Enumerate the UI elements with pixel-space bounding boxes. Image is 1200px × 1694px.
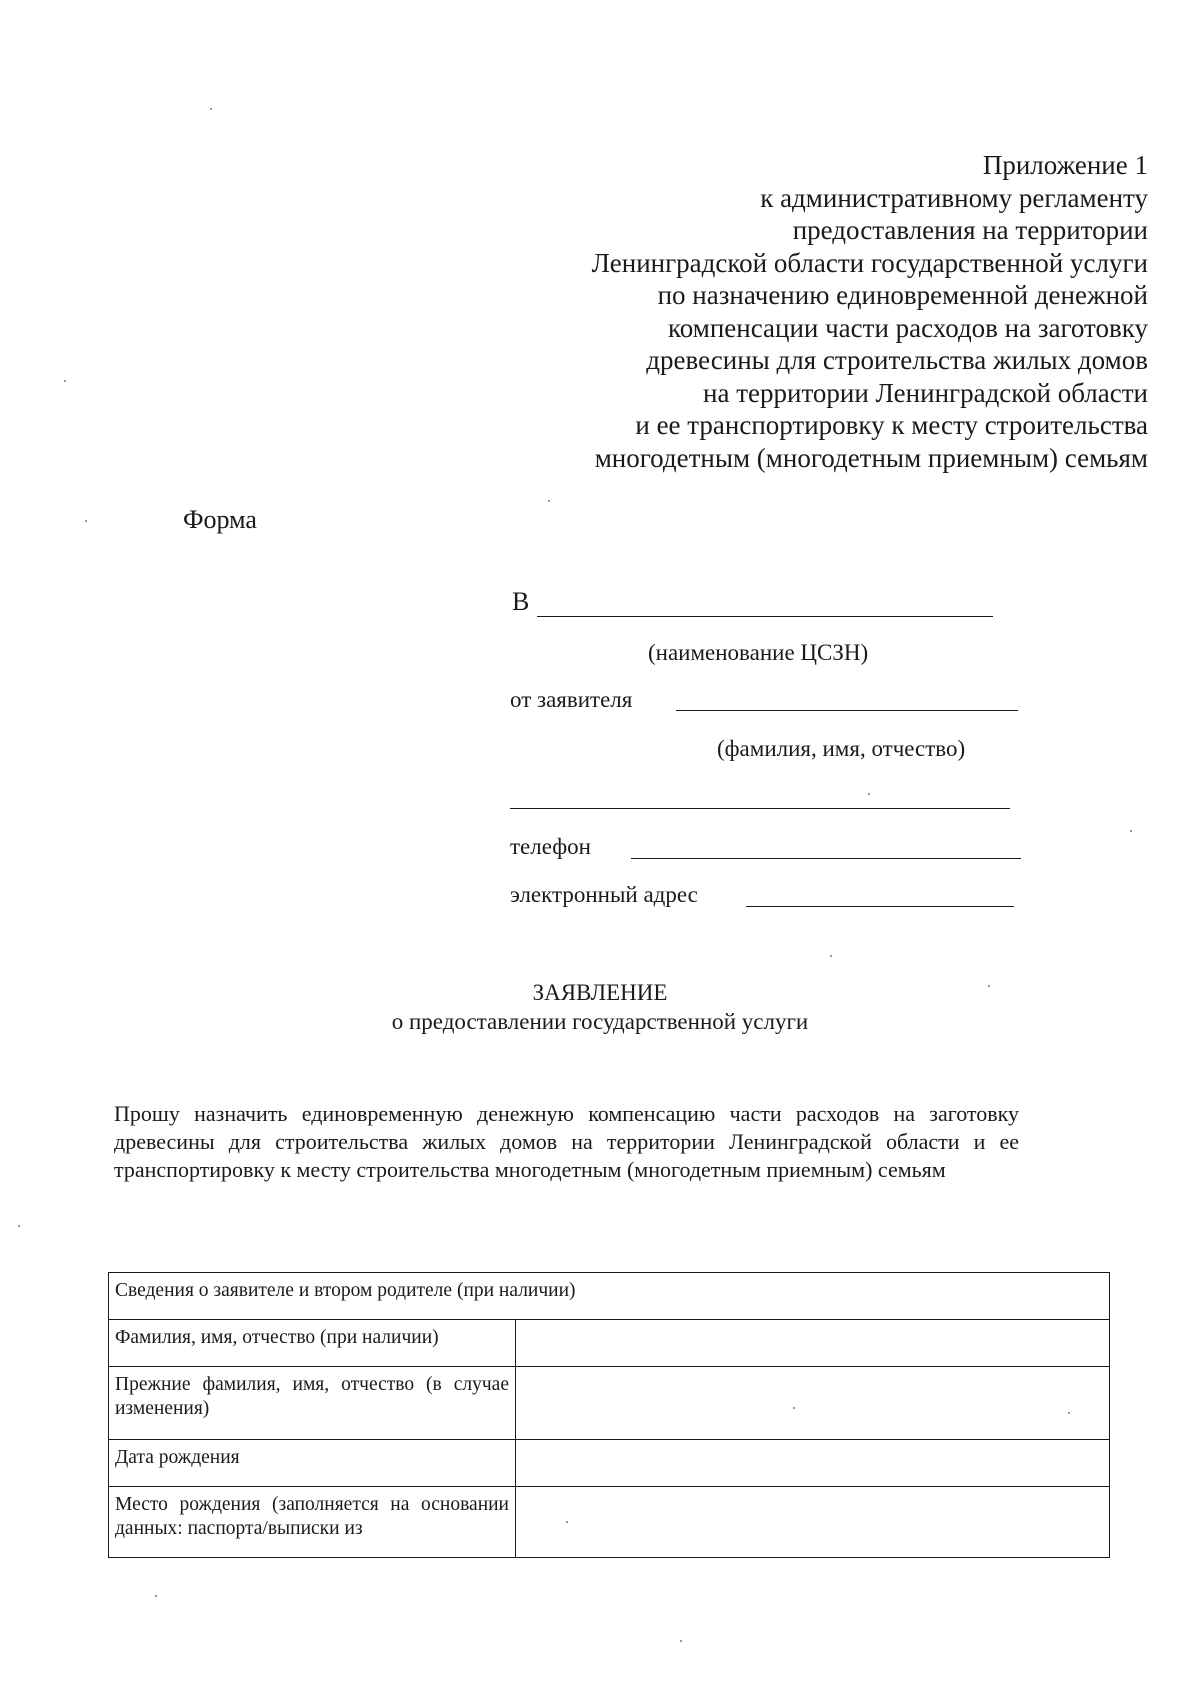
table-header-row [109, 1273, 1110, 1320]
appendix-line: древесины для строительства жилых домов [646, 345, 1148, 375]
applicant-name-line-2[interactable] [510, 808, 1010, 809]
appendix-line: к административному регламенту [760, 182, 1148, 213]
appendix-line: на территории Ленинградской области [703, 377, 1148, 408]
table-row [109, 1440, 1110, 1487]
row-value-field[interactable] [516, 1367, 1110, 1440]
scan-speck [155, 1595, 157, 1597]
appendix-block [448, 149, 1148, 474]
appendix-line: компенсации части расходов на заготовку [668, 312, 1148, 343]
appendix-line: многодетным (многодетным приемным) семьям [594, 442, 1148, 473]
request-text: Прошу назначить единовременную денежную компенсацию части расходов на заготовку древесины для строительства жилых домов на территории Ленинградской области и ее транспортировку к месту строительства многодетным (многодетным приемным) семьям [114, 1101, 1019, 1182]
scan-speck [1068, 1412, 1070, 1414]
table-header-cell: Сведения о заявителе и втором родителе (при наличии) [109, 1273, 1110, 1320]
scan-speck [1130, 830, 1132, 832]
appendix-line: Ленинградской области государственной услуги [591, 247, 1148, 278]
scan-speck [64, 380, 66, 382]
scan-speck [793, 1407, 795, 1409]
appendix-line: предоставления на территории [792, 215, 1148, 245]
row-label: Фамилия, имя, отчество (при наличии) [109, 1320, 516, 1367]
to-prefix: В [512, 587, 530, 616]
phone-label: телефон [510, 834, 591, 859]
table-row [109, 1487, 1110, 1558]
row-value-field[interactable] [516, 1320, 1110, 1367]
appendix-line: и ее транспортировку к месту строительства [635, 410, 1148, 440]
to-center-line[interactable] [537, 616, 993, 617]
to-center-caption: (наименование ЦСЗН) [648, 640, 869, 665]
form-label: Форма [183, 505, 257, 534]
scan-speck [85, 520, 87, 522]
appendix-line: по назначению единовременной денежной [657, 280, 1148, 310]
phone-line[interactable] [631, 858, 1021, 859]
applicant-info-table [108, 1272, 1110, 1558]
applicant-name-line[interactable] [676, 710, 1018, 711]
table-row [109, 1367, 1110, 1440]
appendix-line: Приложение 1 [982, 150, 1148, 180]
row-label: Прежние фамилия, имя, отчество (в случае изменения) [109, 1367, 516, 1440]
scan-speck [830, 955, 832, 957]
email-line[interactable] [746, 906, 1014, 907]
scan-speck [566, 1521, 568, 1523]
document-subtitle: о предоставлении государственной услуги [391, 1009, 809, 1034]
email-label: электронный адрес [510, 882, 698, 907]
scan-speck [988, 985, 990, 987]
scan-speck [680, 1640, 682, 1642]
scan-speck [868, 793, 870, 795]
document-title: ЗАЯВЛЕНИЕ [532, 980, 668, 1005]
scan-speck [18, 1225, 20, 1227]
row-value-field[interactable] [516, 1440, 1110, 1487]
row-label: Дата рождения [109, 1440, 516, 1487]
table-row [109, 1320, 1110, 1367]
row-value-field[interactable] [516, 1487, 1110, 1558]
applicant-name-caption: (фамилия, имя, отчество) [717, 736, 966, 761]
scan-speck [548, 500, 550, 502]
from-label: от заявителя [510, 687, 633, 712]
scan-speck [210, 108, 212, 110]
row-label: Место рождения (заполняется на основании данных: паспорта/выписки из [109, 1487, 516, 1558]
